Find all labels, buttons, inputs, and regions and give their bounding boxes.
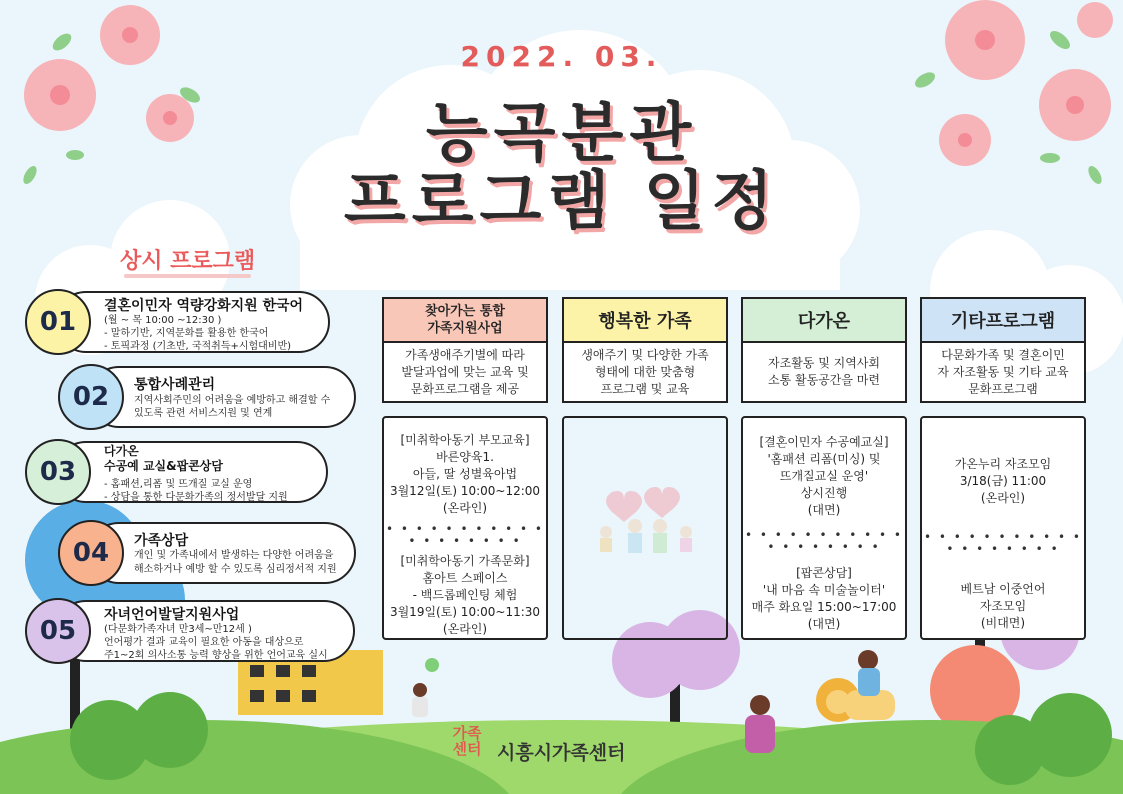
- schedule-item: [팝콘상담]: [796, 566, 852, 580]
- column-desc-family-support: 가족생애주기별에 따라 발달과업에 맞는 교육 및 문화프로그램을 제공: [382, 343, 548, 403]
- column-desc-dagaon: 자조활동 및 지역사회 소통 활동공간을 마련: [741, 343, 907, 403]
- schedule-item: (온라인): [980, 491, 1026, 505]
- column-schedule-family-support: [382, 416, 548, 640]
- schedule-item: 매주 화요일 15:00~17:00: [751, 600, 897, 614]
- schedule-item: (온라인): [442, 622, 488, 636]
- schedule-item: 베트남 이중언어: [960, 582, 1046, 596]
- date-heading: 2022. 03.: [460, 40, 663, 73]
- schedule-item: (대면): [807, 503, 841, 517]
- schedule-item: '홈패션 리폼(미싱) 및: [767, 452, 881, 466]
- program-title-05: 자녀언어발달지원사업: [104, 607, 240, 623]
- schedule-item: - 백드롭페인팅 체험: [412, 588, 518, 602]
- column-schedule-other-programs: [920, 416, 1086, 640]
- page-title-line2: 프로그램 일정: [343, 165, 780, 239]
- program-desc-02-line2: 있도록 관련 서비스지원 및 연계: [134, 408, 273, 419]
- schedule-item: 뜨개질교실 운영': [779, 469, 869, 483]
- program-number-04: 04: [58, 520, 124, 586]
- program-number-05: 05: [25, 598, 91, 664]
- schedule-item: [미취학아동기 가족문화]: [400, 554, 530, 568]
- schedule-item: [결혼이민자 수공예교실]: [759, 435, 889, 449]
- program-desc-05-line2: 언어평가 결과 교육이 필요한 아동을 대상으로: [104, 637, 304, 648]
- program-number-02: 02: [58, 364, 124, 430]
- column-header-happy-family: 행복한 가족: [562, 297, 728, 343]
- program-desc-03-line1: - 홈패션,리폼 및 뜨개질 교실 운영: [104, 479, 253, 490]
- schedule-item: 홈아트 스페이스: [422, 571, 508, 585]
- program-title-02: 통합사례관리: [134, 377, 216, 393]
- program-desc-04-line2: 해소하거나 예방 할 수 있도록 심리정서적 지원: [134, 564, 337, 575]
- program-desc-04-line1: 개인 및 가족내에서 발생하는 다양한 어려움을: [134, 550, 334, 561]
- schedule-item: 아들, 딸 성별육아법: [412, 467, 518, 481]
- schedule-item: (온라인): [442, 501, 488, 515]
- program-desc-01-line1: (월 ~ 목 10:00 ~12:30 ): [104, 315, 222, 326]
- column-header-other-programs: 기타프로그램: [920, 297, 1086, 343]
- column-header-family-support: 찾아가는 통합 가족지원사업: [382, 297, 548, 343]
- column-desc-happy-family: 생애주기 및 다양한 가족 형태에 대한 맞춤형 프로그램 및 교육: [562, 343, 728, 403]
- family-center-logo: 가족 센터: [452, 724, 482, 758]
- schedule-item: [미취학아동기 부모교육]: [400, 433, 530, 447]
- program-number-01: 01: [25, 289, 91, 355]
- program-desc-05-line3: 주1~2회 의사소통 능력 향상을 위한 언어교육 실시: [104, 650, 328, 661]
- schedule-item: 상시진행: [800, 486, 848, 500]
- column-header-dagaon: 다가온: [741, 297, 907, 343]
- schedule-item: 가온누리 자조모임: [954, 457, 1052, 471]
- program-desc-01-line2: - 말하기반, 지역문화를 활용한 한국어: [104, 328, 269, 339]
- program-desc-02-line1: 지역사회주민의 어려움을 예방하고 해결할 수: [134, 395, 331, 406]
- schedule-item: (대면): [807, 617, 841, 631]
- organization-name: 시흥시가족센터: [497, 742, 626, 764]
- column-schedule-dagaon: [741, 416, 907, 640]
- program-title-01: 결혼이민자 역량강화지원 한국어: [104, 298, 304, 314]
- dotted-divider: • • • • • • • • • • • • • • • • • • •: [385, 522, 544, 548]
- schedule-item: 자조모임: [979, 599, 1027, 613]
- always-program-label: 상시 프로그램: [120, 244, 255, 275]
- schedule-item: 3월19일(토) 10:00~11:30: [389, 605, 541, 619]
- column-desc-other-programs: 다문화가족 및 결혼이민 자 자조활동 및 기타 교육 문화프로그램: [920, 343, 1086, 403]
- dotted-divider: • • • • • • • • • • • • • • • • • • •: [744, 528, 903, 554]
- program-desc-01-line3: - 토픽과정 (기초반, 국적취득+시험대비반): [104, 341, 292, 352]
- schedule-item: 바른양육1.: [436, 450, 494, 464]
- program-title-03: 다가온 수공예 교실&팝콘상담: [104, 444, 223, 473]
- program-desc-05-line1: (다문화가족자녀 만3세~만12세 ): [104, 624, 252, 635]
- schedule-item: 3월12일(토) 10:00~12:00: [389, 484, 541, 498]
- program-number-03: 03: [25, 439, 91, 505]
- column-schedule-happy-family: [562, 416, 728, 640]
- page-title-line1: 능곡분관: [425, 97, 698, 171]
- program-desc-03-line2: - 상담을 통한 다문화가족의 정서발달 지원: [104, 492, 288, 503]
- schedule-item: 3/18(금) 11:00: [959, 474, 1047, 488]
- schedule-item: (비대면): [980, 616, 1026, 630]
- schedule-item: '내 마음 속 미술놀이터': [762, 583, 886, 597]
- dotted-divider: • • • • • • • • • • • • • • • • • • •: [923, 530, 1082, 556]
- program-title-04: 가족상담: [134, 533, 189, 549]
